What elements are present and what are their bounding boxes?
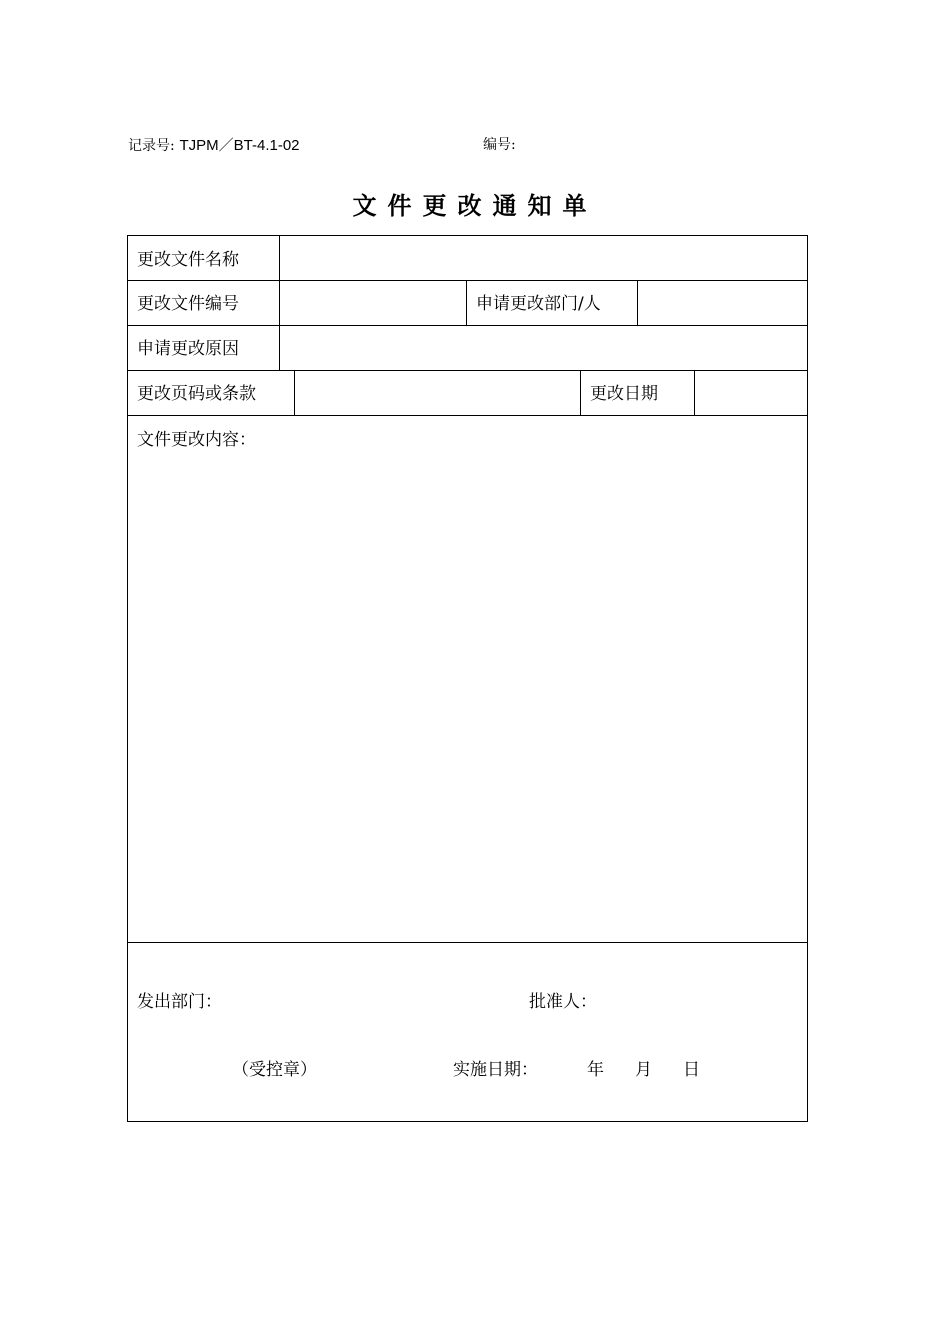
doc-number-label: 更改文件编号 — [137, 294, 239, 314]
record-number-value: TJPM／BT-4.1-02 — [179, 137, 300, 154]
doc-name-label: 更改文件名称 — [137, 250, 239, 270]
change-date-field[interactable] — [695, 371, 807, 415]
approver-label: 批准人： — [529, 992, 597, 1012]
doc-name-field[interactable] — [280, 236, 807, 280]
record-number — [128, 134, 300, 155]
controlled-seal-text: （受控章） — [232, 1060, 317, 1080]
day-label: 日 — [683, 1060, 700, 1080]
change-date-label: 更改日期 — [590, 384, 658, 404]
doc-number-field[interactable] — [280, 281, 466, 325]
issue-dept-label: 发出部门： — [137, 992, 222, 1012]
column-divider — [580, 370, 581, 415]
row-divider — [128, 415, 807, 416]
column-divider — [466, 280, 467, 325]
page-clause-field[interactable] — [295, 371, 580, 415]
request-dept-label: 申请更改部门/人 — [476, 294, 601, 314]
record-number-label: 记录号: — [128, 138, 175, 154]
month-label: 月 — [635, 1060, 652, 1080]
change-notice-form — [127, 235, 808, 1122]
change-content-area[interactable] — [128, 456, 807, 942]
document-title: 文件更改通知单 — [352, 192, 598, 220]
serial-number-label: 编号: — [483, 137, 516, 153]
request-dept-field[interactable] — [638, 281, 807, 325]
content-label: 文件更改内容： — [137, 430, 256, 450]
year-label: 年 — [587, 1060, 604, 1080]
reason-field[interactable] — [280, 326, 807, 370]
effective-date-label: 实施日期： — [453, 1060, 538, 1080]
record-header — [128, 134, 808, 156]
page-clause-label: 更改页码或条款 — [137, 384, 256, 404]
reason-label: 申请更改原因 — [137, 339, 239, 359]
row-divider — [128, 942, 807, 943]
